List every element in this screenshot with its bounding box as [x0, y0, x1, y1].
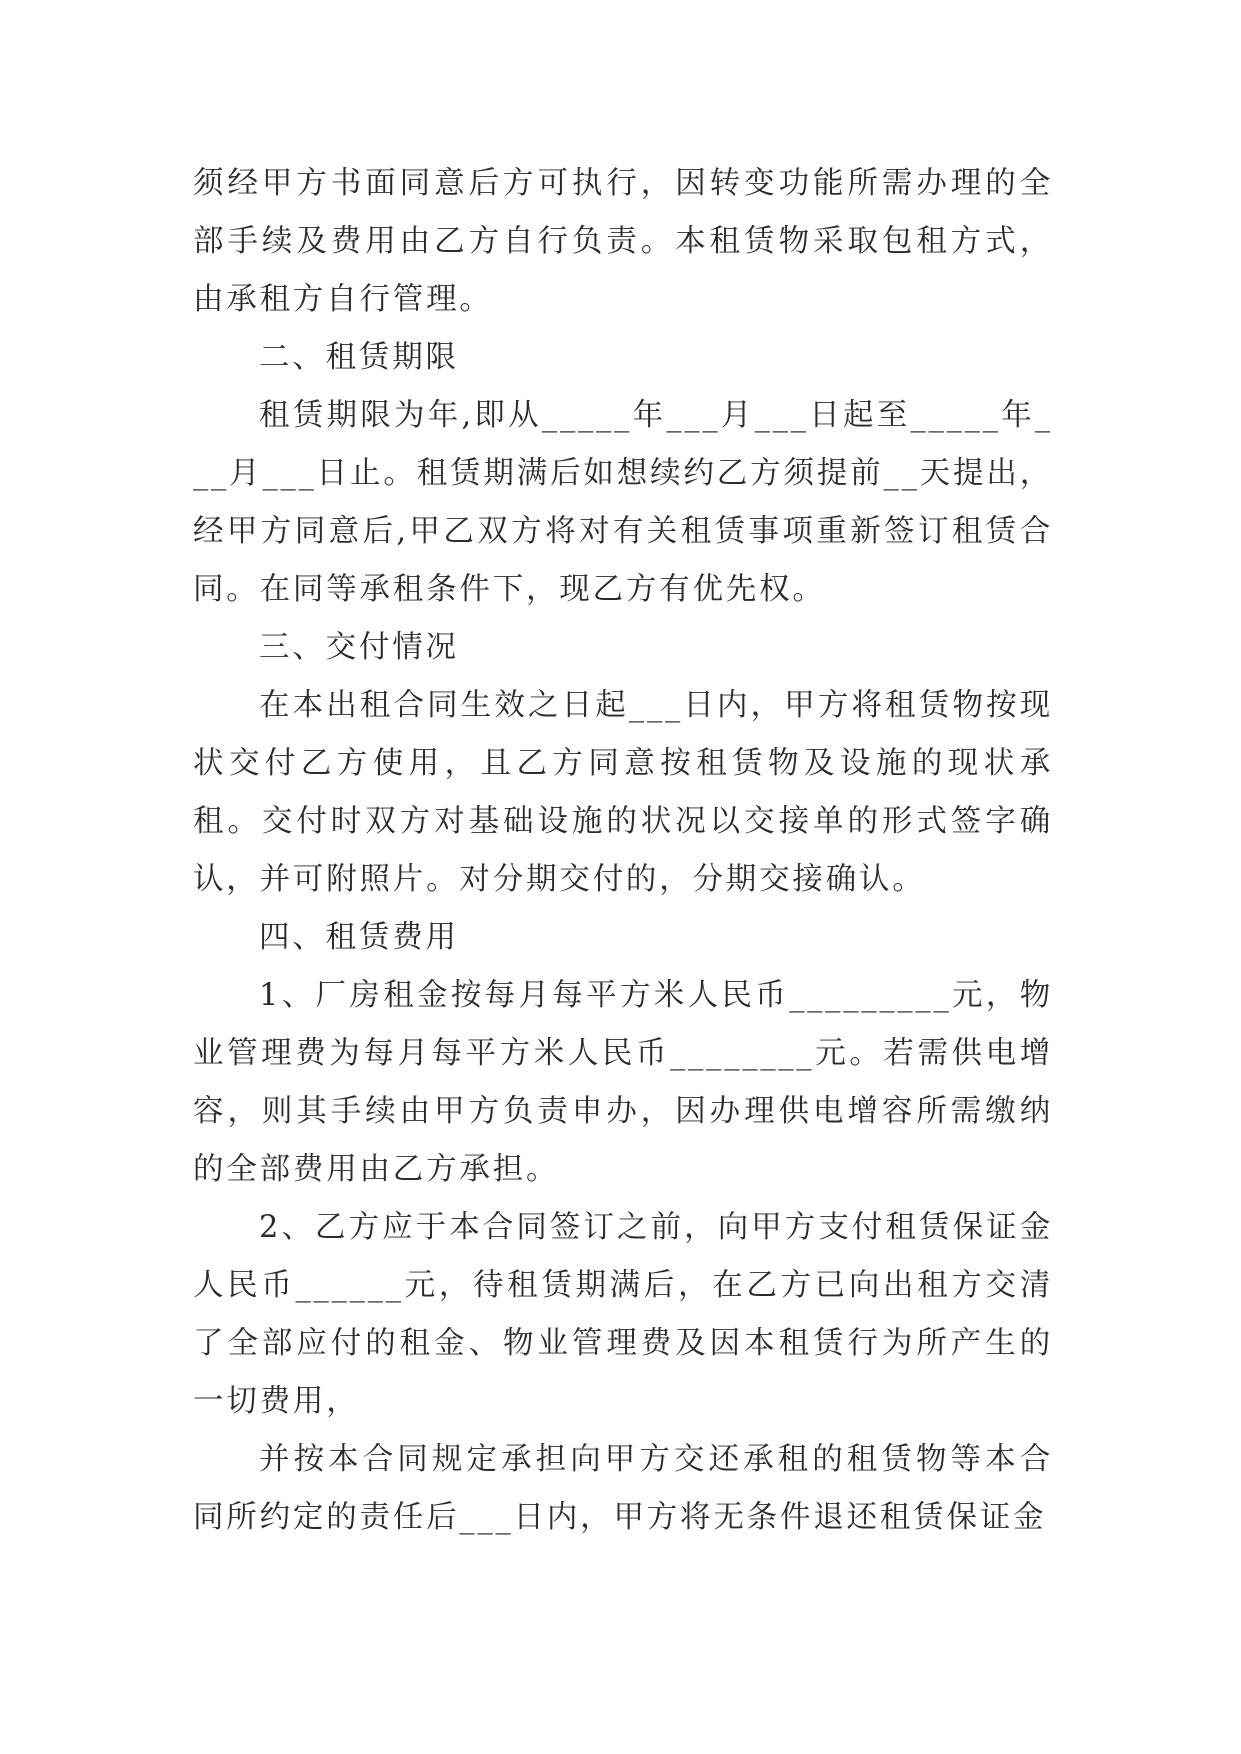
paragraph-rental-fee-2: 2、乙方应于本合同签订之前，向甲方支付租赁保证金人民币______元，待租赁期满后，在乙方已向出租方交清了全部应付的租金、物业管理费及因本租赁行为所产生的一切费用，: [193, 1210, 1053, 1419]
section-heading-delivery: 三、交付情况: [259, 630, 459, 665]
paragraph-lease-term: 租赁期限为年,即从_____年___月___日起至_____年___月___日止。租赁期满后如想续约乙方须提前__天提出，经甲方同意后,甲乙双方将对有关租赁事项重新签订租赁合同。在同等承租条件下，现乙方有优先权。: [193, 398, 1053, 607]
document-body: [193, 155, 1053, 1547]
section-heading-rental-fees: 四、租赁费用: [259, 920, 459, 955]
paragraph-rental-fee-1: 1、厂房租金按每月每平方米人民币_________元，物业管理费为每月每平方米人民币________元。若需供电增容，则其手续由甲方负责申办，因办理供电增容所需缴纳的全部费用由乙方承担。: [193, 978, 1053, 1187]
paragraph-intro: 须经甲方书面同意后方可执行，因转变功能所需办理的全部手续及费用由乙方自行负责。本租赁物采取包租方式，由承租方自行管理。: [193, 166, 1053, 317]
paragraph-deposit-return: 并按本合同规定承担向甲方交还承租的租赁物等本合同所约定的责任后___日内，甲方将无条件退还租赁保证金: [193, 1442, 1053, 1535]
paragraph-delivery: 在本出租合同生效之日起___日内，甲方将租赁物按现状交付乙方使用，且乙方同意按租赁物及设施的现状承租。交付时双方对基础设施的状况以交接单的形式签字确认，并可附照片。对分期交付的，分期交接确认。: [193, 688, 1053, 897]
section-heading-lease-term: 二、租赁期限: [259, 340, 459, 375]
